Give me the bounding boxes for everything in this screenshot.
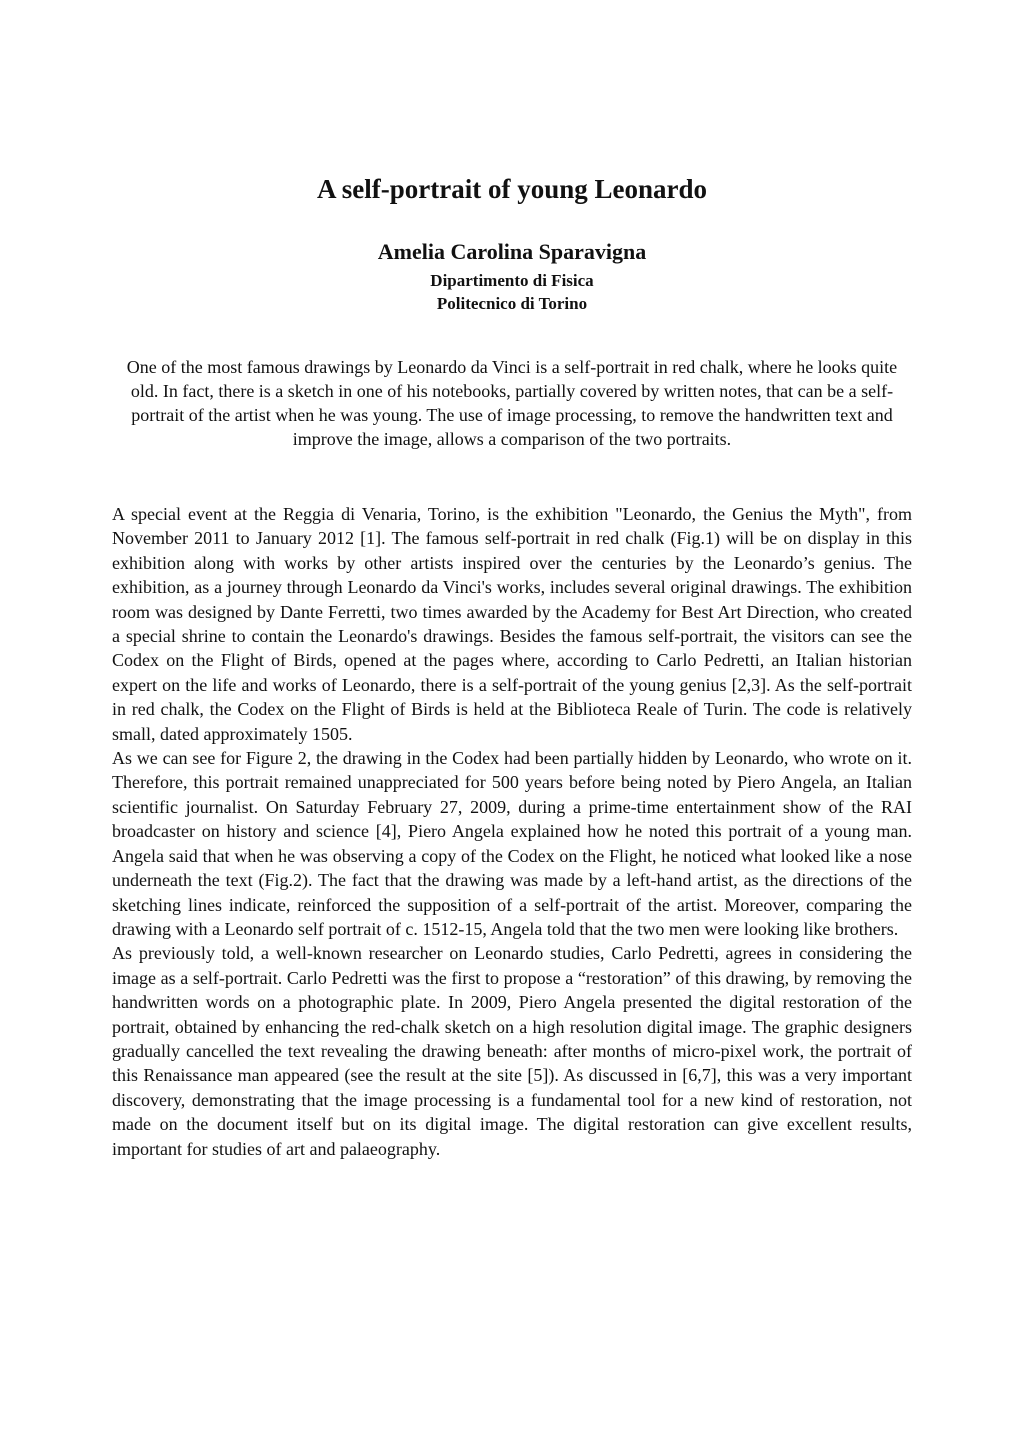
body-paragraph: As previously told, a well-known researcher on Leonardo studies, Carlo Pedretti, agrees in considering the image as a self-portrait. Carlo Pedretti was the first to propose a “restoration” of this drawing, by removing the handwritten words on a photographic plate. In 2009, Piero Angela presented the digital restoration of the portrait, obtained by enhancing the red-chalk sketch on a high resolution digital image. The graphic designers gradually cancelled the text revealing the drawing beneath: after months of micro-pixel work, the portrait of this Renaissance man appeared (see the result at the site [5]). As discussed in [6,7], this was a very important discovery, demonstrating that the image processing is a fundamental tool for a new kind of restoration, not made on the document itself but on its digital image. The digital restoration can give excellent results, important for studies of art and palaeography. bbox=[112, 943, 912, 1159]
body-paragraph: A special event at the Reggia di Venaria, Torino, is the exhibition "Leonardo, the Genius the Myth", from November 2011 to January 2012 [1]. The famous self-portrait in red chalk (Fig.1) will be on display in this exhibition along with works by other artists inspired over the centuries by the Leonardo’s genius. The exhibition, as a journey through Leonardo da Vinci's works, includes several original drawings. The exhibition room was designed by Dante Ferretti, two times awarded by the Academy for Best Art Direction, who created a special shrine to contain the Leonardo's drawings. Besides the famous self-portrait, the visitors can see the Codex on the Flight of Birds, opened at the pages where, according to Carlo Pedretti, an Italian historian expert on the life and works of Leonardo, there is a self-portrait of the young genius [2,3]. As the self-portrait in red chalk, the Codex on the Flight of Birds is held at the Biblioteca Reale of Turin. The code is relatively small, dated approximately 1505. bbox=[112, 504, 912, 744]
author-name: Amelia Carolina Sparavigna bbox=[377, 239, 647, 264]
affiliation-department: Dipartimento di Fisica bbox=[430, 271, 594, 290]
body-text bbox=[112, 502, 912, 1161]
abstract: One of the most famous drawings by Leonardo da Vinci is a self-portrait in red chalk, where he looks quite old. In fact, there is a sketch in one of his notebooks, partially covered by written notes, that can be a self-portrait of the artist when he was young. The use of image processing, to remove the handwritten text and improve the image, allows a comparison of the two portraits. bbox=[126, 357, 898, 449]
paper-title: A self-portrait of young Leonardo bbox=[317, 174, 707, 204]
affiliation-institution: Politecnico di Torino bbox=[436, 294, 588, 313]
body-paragraph: As we can see for Figure 2, the drawing in the Codex had been partially hidden by Leonardo, who wrote on it. Therefore, this portrait remained unappreciated for 500 years before being noted by Piero Angela, an Italian scientific journalist. On Saturday February 27, 2009, during a prime-time entertainment show of the RAI broadcaster on history and science [4], Piero Angela explained how he noted this portrait of a young man. Angela said that when he was observing a copy of the Codex on the Flight, he noticed what looked like a nose underneath the text (Fig.2). The fact that the drawing was made by a left-hand artist, as the directions of the sketching lines indicate, reinforced the supposition of a self-portrait of the artist. Moreover, comparing the drawing with a Leonardo self portrait of c. 1512-15, Angela told that the two men were looking like brothers. bbox=[112, 748, 912, 939]
